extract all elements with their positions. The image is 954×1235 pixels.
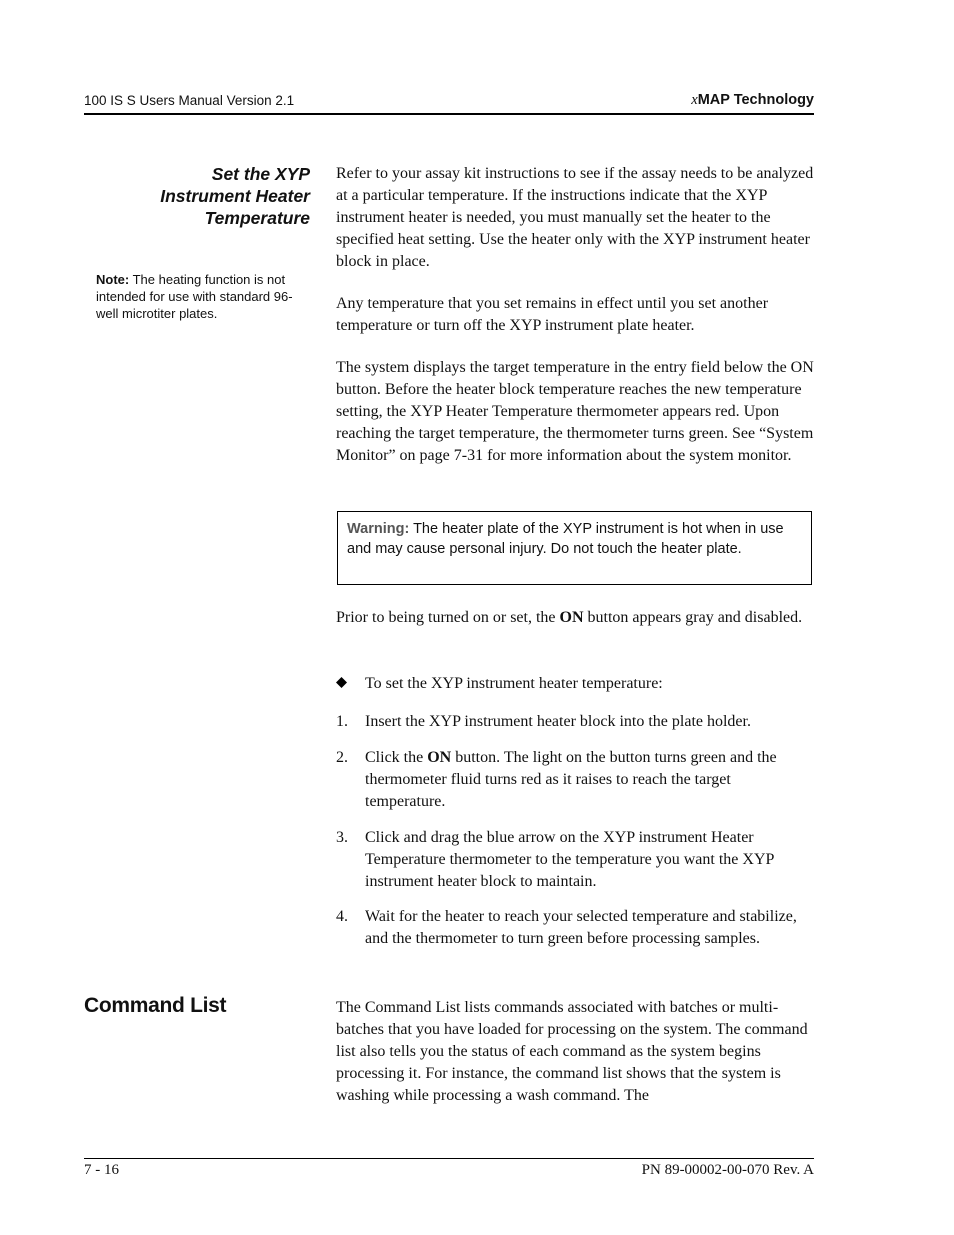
header-manual-title: 100 IS S Users Manual Version 2.1 bbox=[84, 93, 295, 108]
paragraph-on-button-text: button appears gray and disabled. bbox=[583, 609, 803, 626]
paragraph-on-button-text: Prior to being turned on or set, the bbox=[336, 609, 560, 626]
command-list-heading: Command List bbox=[84, 994, 227, 1017]
page-number: 7 - 16 bbox=[84, 1162, 119, 1178]
section-heading-line: Temperature bbox=[204, 208, 310, 228]
paragraph-system-display: The system displays the target temperature in the entry field below the ON button. Before the heater block temperature reaches the new temperature setting, the XYP Heater Temperature thermometer appears red. Upon reaching the target temperature, the thermometer turns green. See “System Monitor” on page 7-31 for more information about the system monitor. bbox=[336, 359, 814, 464]
step-text: Click and drag the blue arrow on the XYP instrument Heater Temperature thermometer to the temperature you want the XYP instrument heater block to maintain. bbox=[365, 829, 774, 890]
step-number: 2. bbox=[336, 749, 348, 766]
header-product-name bbox=[691, 92, 814, 109]
header-product-prefix: x bbox=[691, 92, 698, 108]
section-heading bbox=[110, 163, 310, 229]
header-divider bbox=[84, 113, 814, 115]
warning-box bbox=[337, 511, 812, 585]
section-heading-line: Set the XYP bbox=[211, 164, 310, 184]
step-number: 3. bbox=[336, 829, 348, 846]
on-button-label: ON bbox=[427, 749, 452, 766]
step-text-part: button. The light on the button turns green and the thermometer fluid turns red as it raises to reach the target temperature. bbox=[365, 749, 777, 810]
step-text: Wait for the heater to reach your selected temperature and stabilize, and the thermometer to turn green before processing samples. bbox=[365, 908, 797, 947]
warning-label: Warning: bbox=[347, 521, 410, 537]
warning-text: The heater plate of the XYP instrument is hot when in use and may cause personal injury. Do not touch the heater plate. bbox=[347, 521, 784, 557]
step-text bbox=[365, 747, 814, 813]
paragraph-command-list: The Command List lists commands associated with batches or multi-batches that you have loaded for processing on the system. The command list also tells you the status of each command as the system begins processing it. For instance, the command list shows that the system is washing while processing a wash command. The bbox=[336, 999, 808, 1104]
section-heading-line: Instrument Heater bbox=[160, 186, 310, 206]
footer-divider bbox=[84, 1158, 814, 1159]
paragraph-on-button-state bbox=[336, 607, 814, 629]
side-note bbox=[96, 271, 296, 322]
diamond-bullet-icon bbox=[336, 677, 347, 688]
step-text: Insert the XYP instrument heater block into the plate holder. bbox=[365, 713, 751, 730]
side-note-text: The heating function is not intended for use with standard 96-well microtiter plates. bbox=[96, 272, 293, 321]
step-number: 4. bbox=[336, 908, 348, 925]
paragraph-temperature-effect: Any temperature that you set remains in effect until you set another temperature or turn off the XYP instrument plate heater. bbox=[336, 295, 769, 334]
procedure-intro: To set the XYP instrument heater temperature: bbox=[365, 675, 663, 692]
side-note-label: Note: bbox=[96, 272, 130, 287]
header-product-suffix: MAP Technology bbox=[697, 92, 814, 108]
step-number: 1. bbox=[336, 713, 348, 730]
part-number: PN 89-00002-00-070 Rev. A bbox=[641, 1162, 814, 1178]
on-button-label: ON bbox=[559, 609, 584, 626]
step-text-part: Click the bbox=[365, 749, 428, 766]
paragraph-assay-instructions: Refer to your assay kit instructions to see if the assay needs to be analyzed at a particular temperature. If the instructions indicate that the XYP instrument heater is needed, you must manually set the heater to the specified heat setting. Use the heater only with the XYP instrument heater block in place. bbox=[336, 165, 814, 270]
